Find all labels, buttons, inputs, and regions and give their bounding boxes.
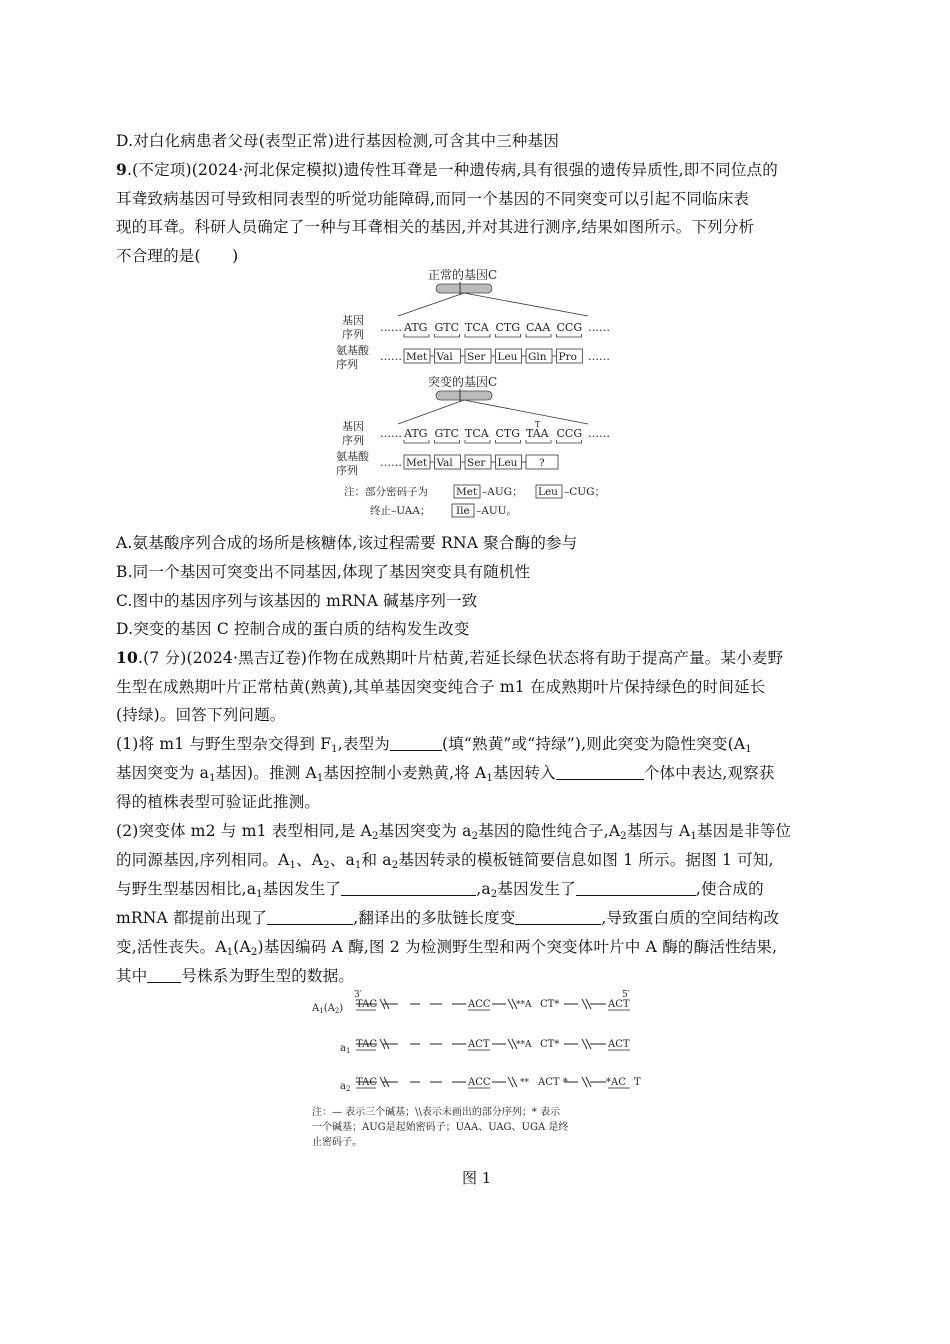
svg-text:……: ……: [380, 350, 402, 363]
codon-ctg: CTG: [495, 321, 521, 334]
blank-transfer-target[interactable]: [556, 765, 644, 780]
svg-text:ACT: ACT: [608, 1039, 630, 1050]
blank-length-change[interactable]: [515, 910, 601, 925]
blank-f1-phenotype[interactable]: [390, 736, 442, 751]
q9-option-d: D.突变的基因 C 控制合成的蛋白质的结构发生改变: [116, 620, 470, 638]
svg-text:序列: 序列: [336, 464, 358, 477]
amino-acid-leu: Leu: [497, 457, 518, 469]
codon-bracket: [435, 440, 460, 443]
svg-text:TAC: TAC: [356, 1077, 377, 1088]
amino-acid-met: Met: [406, 457, 428, 469]
amino-acid-leu: Leu: [497, 351, 518, 363]
svg-text:–CUG；: –CUG；: [564, 486, 606, 498]
amino-acid-unknown: ?: [539, 457, 545, 469]
svg-text:**: **: [520, 1078, 529, 1088]
svg-text:TAC: TAC: [356, 999, 377, 1010]
q9-option-a: A.氨基酸序列合成的场所是核糖体,该过程需要 RNA 聚合酶的参与: [116, 534, 578, 552]
gene-label: 基因: [342, 314, 364, 327]
q10-part1-line1: (1)将 m1 与野生型杂交得到 $F_1$,表型为 (填“熟黄”或“持绿”),则此突变为隐性突变($A_1$: [116, 735, 752, 755]
q9-line-1: 9.(不定项)(2024·河北保定模拟)遗传性耳聋是一种遗传病,具有很强的遗传异质性,即不同位点的: [116, 160, 778, 179]
svg-text:a1: $a_1$: [340, 1043, 351, 1055]
svg-text:ACC: ACC: [468, 999, 491, 1010]
codon-taa: TAA: [526, 427, 549, 440]
svg-text:CT*: CT*: [540, 999, 560, 1010]
figure-1-note-1: 注：— 表示三个碱基；\\表示未画出的部分序列；* 表示: [312, 1107, 561, 1118]
svg-text:5′: 5′: [622, 990, 630, 1000]
codon-bracket: [557, 334, 582, 337]
mutation-mark: T: [535, 420, 541, 429]
q9-line-3: 现的耳聋。科研人员确定了一种与耳聋相关的基因,并对其进行测序,结果如图所示。下列分析: [116, 218, 755, 236]
q10-line-2: 生型在成熟期叶片正常枯黄(熟黄),其单基因突变纯合子 m1 在成熟期叶片保持绿色的时间延长: [116, 678, 766, 696]
q10-figure-1: [310, 985, 660, 1155]
svg-text:序列: 序列: [342, 328, 364, 341]
svg-text:……: ……: [588, 350, 610, 363]
q9-gene-figure: [330, 262, 630, 524]
codon-bracket: [496, 334, 521, 337]
codon-bracket: [404, 440, 429, 443]
codon-bracket: [557, 440, 582, 443]
blank-a2-change[interactable]: [576, 881, 696, 896]
row-a1-a2: [311, 999, 630, 1015]
svg-text:–AUU。: –AUU。: [476, 505, 518, 517]
normal-gene-title: 正常的基因C: [428, 268, 498, 282]
figure-1-note-2: 一个碱基；AUG是起始密码子；UAA、UAG、UGA 是终: [312, 1122, 569, 1133]
svg-text:Met: Met: [456, 486, 478, 498]
amino-acid-val: Val: [436, 351, 453, 363]
amino-acid-pro: Pro: [558, 351, 577, 363]
mutant-codon-row: [403, 427, 582, 443]
q10-part1-line2: 基因突变为 $a_1$基因)。推测 $A_1$基因控制小麦熟黄,将 $A_1$基因转入 个体中表达,观察获: [116, 764, 775, 784]
figure-note-prefix: 注：部分密码子为: [344, 486, 428, 498]
q9-line-4: 不合理的是( ): [116, 247, 239, 265]
svg-text:TAC: TAC: [356, 1039, 377, 1050]
codon-bracket: [465, 334, 490, 337]
figure-1-sequence-lines: [356, 999, 630, 1088]
figure-1-caption: 图 1: [462, 1169, 492, 1187]
codon-gtc: GTC: [434, 321, 460, 334]
svg-text:基因: 基因: [342, 420, 364, 433]
codon-bracket: [496, 440, 521, 443]
svg-text:3′: 3′: [354, 990, 362, 1000]
codon-ctg: CTG: [495, 427, 521, 440]
q10-part2-line5: 变,活性丧失。$A_1(A_2)$基因编码 A 酶,图 2 为检测野生型和两个突变体叶片中 A 酶的酶活性结果,: [116, 938, 778, 958]
codon-gtc: GTC: [434, 427, 460, 440]
q9-option-c: C.图中的基因序列与该基因的 mRNA 碱基序列一致: [116, 592, 478, 610]
mutant-chromosome: [436, 391, 492, 400]
svg-text:a2: $a_2$: [340, 1081, 351, 1093]
amino-acid-val: Val: [436, 457, 453, 469]
q10-part2-line1: (2)突变体 m2 与 m1 表型相同,是 $A_2$基因突变为 $a_2$基因的隐性纯合子$,A_2$基因与 $A_1$基因是非等位: [116, 822, 792, 842]
normal-amino-acid-row: [404, 349, 583, 363]
codon-tca: TCA: [465, 321, 489, 334]
mutant-gene-title: 突变的基因C: [428, 375, 498, 389]
svg-text:**A: **A: [516, 1000, 532, 1010]
svg-text:**A: **A: [516, 1040, 532, 1050]
svg-text:……: ……: [588, 427, 610, 440]
normal-chromosome: [436, 284, 492, 293]
blank-wild-type-line[interactable]: [147, 968, 181, 983]
normal-codon-row: [403, 321, 582, 337]
svg-text:序列: 序列: [336, 358, 358, 371]
amino-acid-ser: Ser: [467, 351, 486, 363]
svg-text:ACC: ACC: [468, 1077, 491, 1088]
amino-acid-gln: Gln: [528, 351, 547, 363]
svg-text:CT*: CT*: [540, 1039, 560, 1050]
svg-text:Ile: Ile: [456, 505, 470, 517]
codon-atg: ATG: [404, 427, 428, 440]
amino-acid-ser: Ser: [467, 457, 486, 469]
q9-option-b: B.同一个基因可突变出不同基因,体现了基因突变具有随机性: [116, 563, 531, 581]
q10-part2-line2: 的同源基因,序列相同。$A_1$、$A_2$、$a_1$和 $a_2$基因转录的模板链简要信息如图 1 所示。据图 1 可知,: [116, 851, 774, 871]
q9-number: 9: [116, 160, 127, 179]
svg-text:……: ……: [380, 321, 402, 334]
q10-line-1: 10.(7 分)(2024·黑吉辽卷)作物在成熟期叶片枯黄,若延长绿色状态将有助于提高产量。某小麦野: [116, 648, 784, 667]
svg-text:T: T: [634, 1077, 641, 1088]
q9-line-2: 耳聋致病基因可导致相同表型的听觉功能障碍,而同一个基因的不同突变可以引起不同临床表: [116, 190, 750, 208]
svg-text:……: ……: [380, 456, 402, 469]
svg-text:……: ……: [380, 427, 402, 440]
svg-text:……: ……: [588, 321, 610, 334]
blank-early-codon[interactable]: [267, 910, 353, 925]
svg-text:终止–UAA；: 终止–UAA；: [370, 505, 431, 517]
svg-text:ACT: ACT: [608, 999, 630, 1010]
amino-acid-label: 氨基酸: [336, 344, 369, 357]
blank-a1-change[interactable]: [341, 881, 476, 896]
svg-text:ACT *: ACT *: [538, 1077, 568, 1088]
codon-bracket: [526, 334, 551, 337]
codon-tca: TCA: [465, 427, 489, 440]
svg-text:序列: 序列: [342, 434, 364, 447]
q10-part2-line3: 与野生型基因相比$,a_1$基因发生了 $,a_2$基因发生了 ,使合成的: [116, 880, 764, 900]
codon-caa: CAA: [526, 321, 551, 334]
svg-text:Leu: Leu: [538, 486, 558, 498]
codon-atg: ATG: [404, 321, 428, 334]
q10-part2-line6: 其中 号株系为野生型的数据。: [116, 967, 355, 985]
prev-option-d: D.对白化病患者父母(表型正常)进行基因检测,可含其中三种基因: [116, 132, 560, 150]
svg-text:*AC: *AC: [606, 1077, 626, 1088]
codon-bracket: [526, 440, 551, 443]
svg-text:氨基酸: 氨基酸: [336, 450, 369, 463]
q10-part1-line3: 得的植株表型可验证此推测。: [116, 793, 321, 811]
codon-bracket: [465, 440, 490, 443]
codon-bracket: [435, 334, 460, 337]
q10-line-3: (持绿)。回答下列问题。: [116, 706, 286, 724]
codon-bracket: [404, 334, 429, 337]
svg-text:–AUG；: –AUG；: [482, 486, 523, 498]
svg-text:A1(A2): $A_1(A_2)$: [312, 1003, 344, 1015]
codon-ccg: CCG: [556, 321, 583, 334]
amino-acid-met: Met: [406, 351, 428, 363]
q10-part2-line4: mRNA 都提前出现了 ,翻译出的多肽链长度变 ,导致蛋白质的空间结构改: [116, 909, 780, 927]
figure-1-note-3: 止密码子。: [312, 1137, 362, 1148]
mutant-amino-acid-row: [404, 455, 558, 469]
svg-text:ACT: ACT: [468, 1039, 490, 1050]
codon-ccg: CCG: [556, 427, 583, 440]
q10-number: 10: [116, 648, 138, 667]
